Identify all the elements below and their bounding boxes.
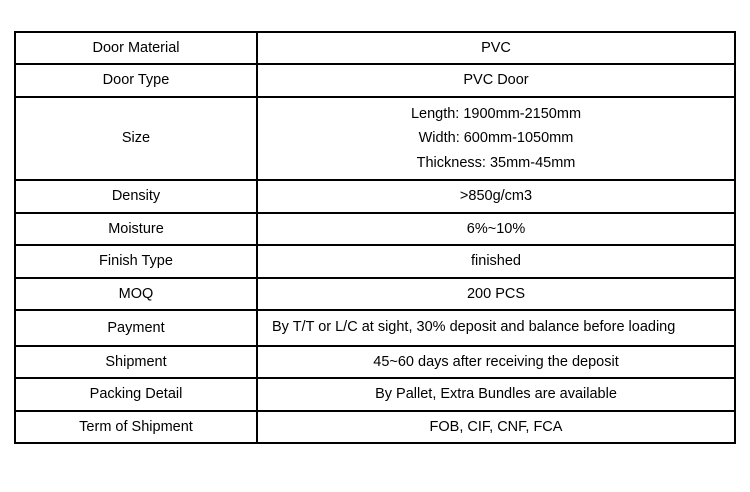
table-row <box>15 180 735 212</box>
size-lines <box>411 102 581 175</box>
spec-value-finish-type: finished <box>257 245 735 277</box>
spec-label-moisture: Moisture <box>15 213 257 245</box>
spec-value-moq: 200 PCS <box>257 278 735 310</box>
size-thickness: Thickness: 35mm-45mm <box>416 154 576 171</box>
size-length: Length: 1900mm-2150mm <box>410 105 582 122</box>
table-row <box>15 245 735 277</box>
spec-label-finish-type: Finish Type <box>15 245 257 277</box>
table-row <box>15 32 735 64</box>
spec-value-size <box>257 97 735 180</box>
table-row <box>15 346 735 378</box>
table-row <box>15 378 735 410</box>
spec-label-packing-detail: Packing Detail <box>15 378 257 410</box>
specification-table <box>14 31 736 444</box>
table-row <box>15 278 735 310</box>
specification-table-body <box>15 32 735 443</box>
spec-label-density: Density <box>15 180 257 212</box>
spec-label-term-of-shipment: Term of Shipment <box>15 411 257 443</box>
spec-value-door-type: PVC Door <box>257 64 735 96</box>
spec-value-term-of-shipment: FOB, CIF, CNF, FCA <box>257 411 735 443</box>
size-width: Width: 600mm-1050mm <box>418 130 574 147</box>
spec-value-moisture: 6%~10% <box>257 213 735 245</box>
spec-value-door-material: PVC <box>257 32 735 64</box>
table-row <box>15 213 735 245</box>
spec-label-moq: MOQ <box>15 278 257 310</box>
table-row <box>15 97 735 180</box>
spec-label-door-material: Door Material <box>15 32 257 64</box>
spec-value-density: >850g/cm3 <box>257 180 735 212</box>
spec-value-shipment: 45~60 days after receiving the deposit <box>257 346 735 378</box>
table-row <box>15 411 735 443</box>
spec-label-size: Size <box>15 97 257 180</box>
spec-label-payment: Payment <box>15 310 257 345</box>
table-row <box>15 64 735 96</box>
table-row <box>15 310 735 345</box>
spec-label-shipment: Shipment <box>15 346 257 378</box>
spec-label-door-type: Door Type <box>15 64 257 96</box>
spec-value-payment: By T/T or L/C at sight, 30% deposit and balance before loading <box>257 310 735 345</box>
spec-value-packing-detail: By Pallet, Extra Bundles are available <box>257 378 735 410</box>
